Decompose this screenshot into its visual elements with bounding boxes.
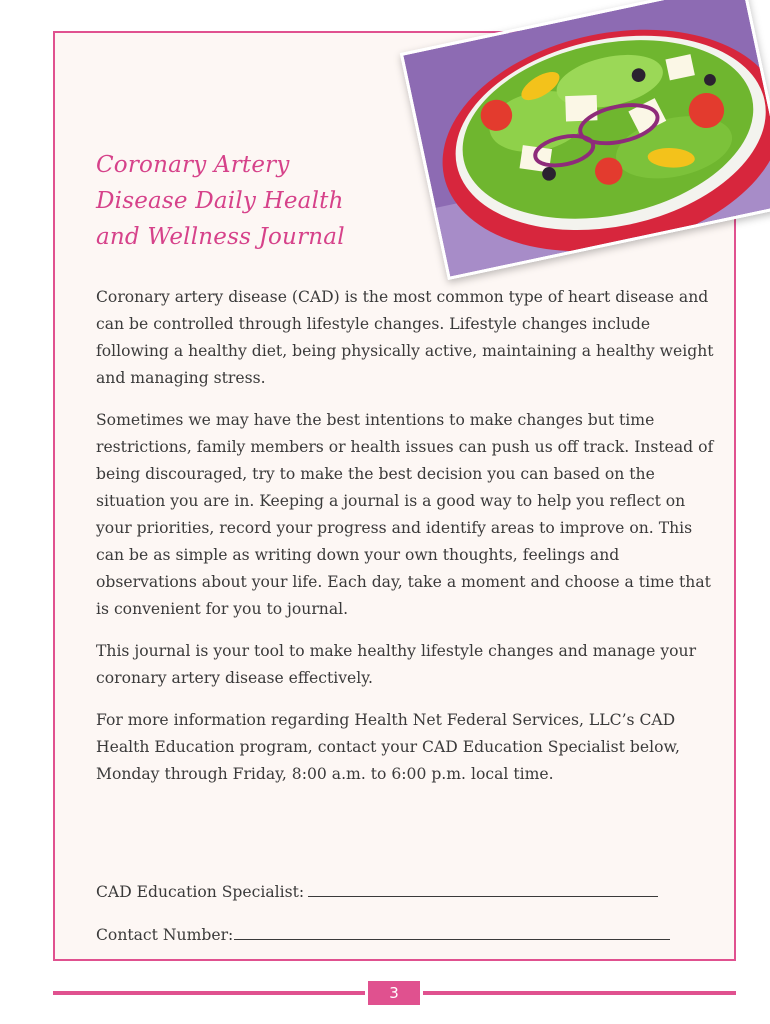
intro-body bbox=[96, 284, 716, 803]
paragraph-journal-benefits: Sometimes we may have the best intentions to make changes but time restrictions, family members or health issues can push us off track. Instead of being discouraged, try to make the best decision you can based on the situation you are in. Keeping a journal is a good way to help you reflect on your priorities, record your progress and identify areas to improve on. This can be as simple as writing down your own thoughts, feelings and observations about your life. Each day, take a moment and choose a time that is convenient for you to journal. bbox=[96, 411, 714, 618]
title-line: Disease Daily Health bbox=[96, 188, 344, 214]
footer-rule-left bbox=[53, 991, 365, 995]
paragraph-contact-info: For more information regarding Health Net Federal Services, LLC’s CAD Health Education program, contact your CAD Education Specialist below, Monday through Friday, 8:00 a.m. to 6:00 p.m. local time. bbox=[96, 711, 680, 783]
specialist-label: CAD Education Specialist: bbox=[96, 883, 305, 901]
journal-title bbox=[96, 147, 426, 255]
contact-number-field bbox=[96, 922, 716, 947]
paragraph-journal-tool: This journal is your tool to make healthy lifestyle changes and manage your coronary artery disease effectively. bbox=[96, 642, 697, 687]
contact-number-label: Contact Number: bbox=[96, 926, 234, 944]
paragraph-cad-intro: Coronary artery disease (CAD) is the most common type of heart disease and can be controlled through lifestyle changes. Lifestyle changes include following a healthy diet, being physically active, maintaining a healthy weight and managing stress. bbox=[96, 288, 714, 387]
contact-number-blank-line[interactable] bbox=[234, 922, 670, 940]
page-number-badge: 3 bbox=[368, 981, 420, 1005]
title-line: and Wellness Journal bbox=[96, 224, 345, 250]
title-line: Coronary Artery bbox=[96, 152, 290, 178]
specialist-field bbox=[96, 879, 716, 904]
specialist-blank-line[interactable] bbox=[308, 879, 658, 897]
footer-rule-right bbox=[423, 991, 736, 995]
